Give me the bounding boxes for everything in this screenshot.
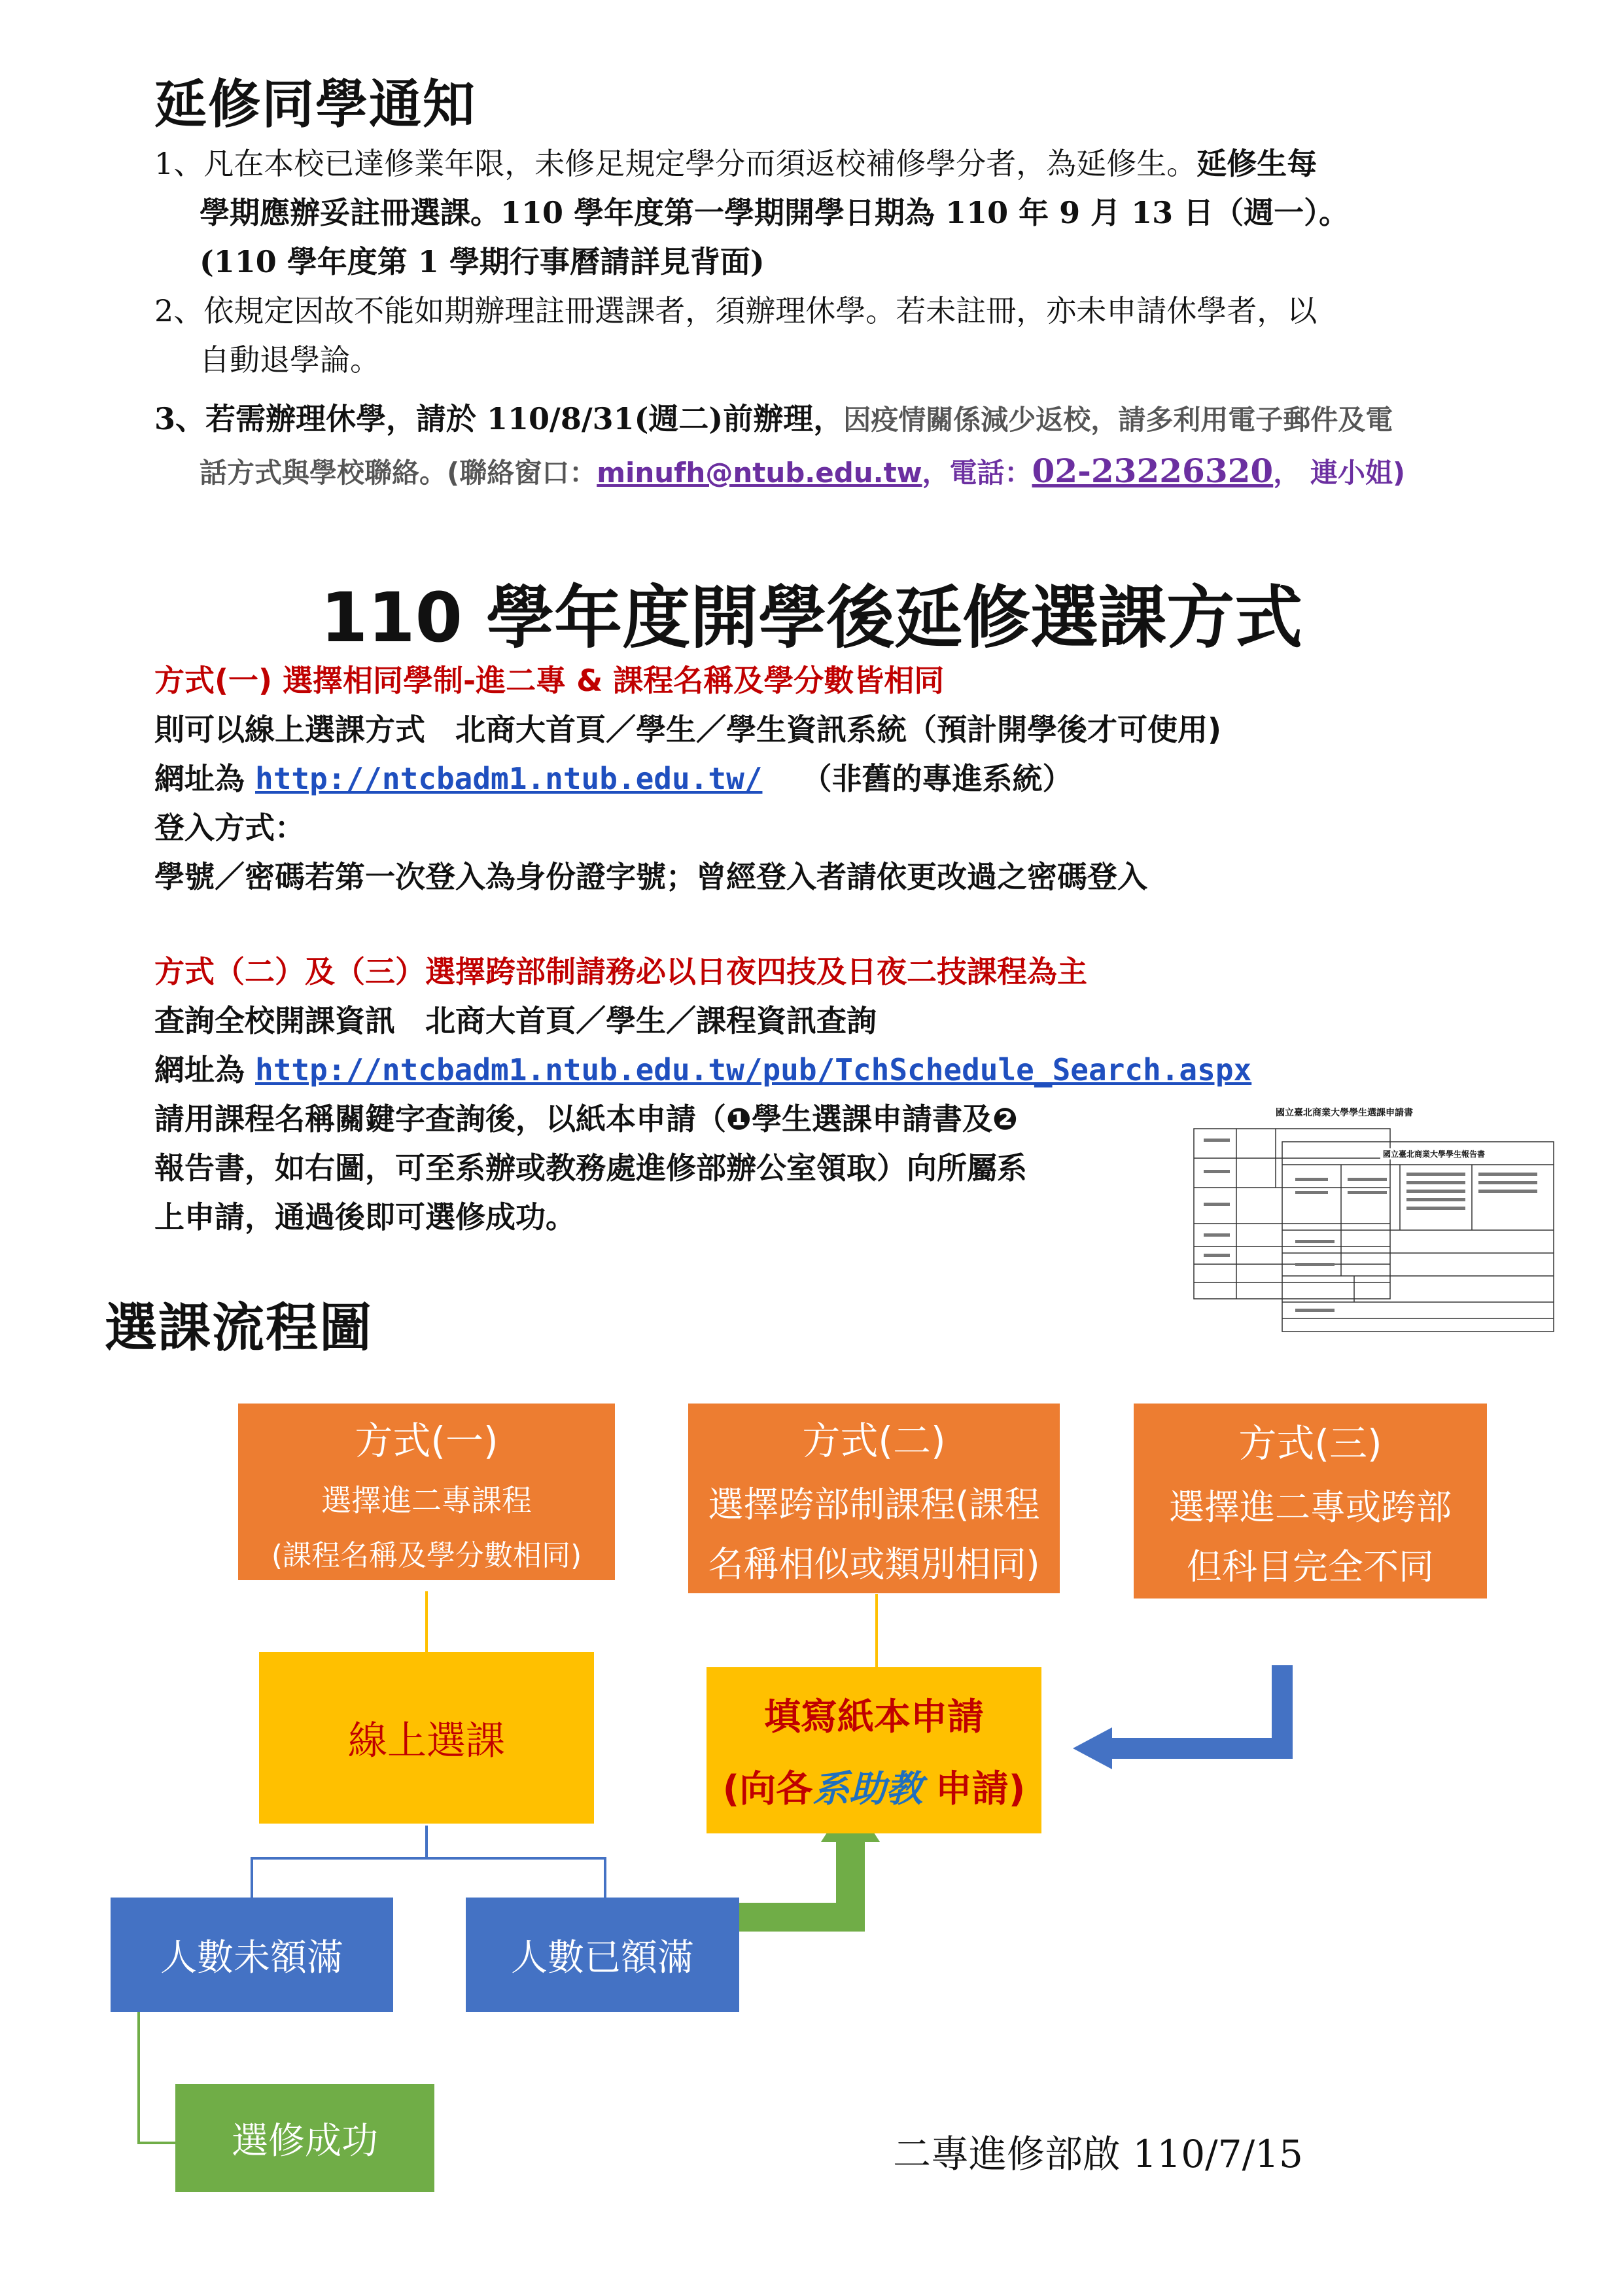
flow-box-method1-title: 方式(一) (355, 1419, 498, 1463)
flow-box-method1-line2: (課程名稱及學分數相同) (271, 1539, 582, 1572)
flow-box-full-label: 人數已額滿 (511, 1936, 694, 1979)
method1-url-link[interactable]: http://ntcbadm1.ntub.edu.tw/ (255, 761, 763, 796)
flow-box-method3-title: 方式(三) (1238, 1421, 1382, 1466)
flow-box-paper-line2-c: 申請) (922, 1768, 1026, 1810)
flow-box-method1-line1: 選擇進二專課程 (321, 1483, 532, 1518)
flow-box-not-full (111, 1898, 393, 2012)
flow-box-method3-line1: 選擇進二專或跨部 (1169, 1487, 1452, 1528)
method23-line1: 查詢全校開課資訊 北商大首頁／學生／課程資訊查詢 (154, 1003, 877, 1038)
flow-box-method2 (688, 1404, 1060, 1593)
method1-login-detail: 學號／密碼若第一次登入為身份證字號；曾經登入者請依更改過之密碼登入 (154, 859, 1147, 894)
flow-box-paper-line2 (723, 1760, 1026, 1812)
footer-signature: 二專進修部啟 110/7/15 (893, 2132, 1303, 2176)
method1-line1: 則可以線上選課方式 北商大首頁／學生／學生資訊系統（預計開學後才可使用) (154, 712, 1222, 747)
flow-box-method2-title: 方式(二) (802, 1419, 946, 1463)
flowchart-title: 選課流程圖 (105, 1298, 373, 1358)
notice-item-3a-gray: 因疫情關係減少返校，請多利用電子郵件及電 (843, 404, 1393, 436)
flow-box-not-full-label: 人數未額滿 (160, 1936, 343, 1979)
flow-box-paper (707, 1667, 1041, 1833)
notice-item-1c: (110 學年度第 1 學期行事曆請詳見背面) (200, 244, 765, 279)
contact-email-link[interactable]: minufh@ntub.edu.tw (597, 457, 922, 489)
method23-url-prefix: 網址為 (154, 1052, 256, 1087)
connector-online-split (252, 1826, 605, 1898)
form-thumbnail-title1: 國立臺北商業大學學生選課申請書 (1276, 1108, 1413, 1118)
notice-item-1b: 學期應辦妥註冊選課。110 學年度第一學期開學日期為 110 年 9 月 13 日（週一）。 (200, 195, 1350, 230)
notice-item-3b-contact: ， 連小姐) (1273, 457, 1406, 489)
notice-title: 延修同學通知 (154, 74, 476, 135)
connector-notfull-success (139, 2012, 175, 2143)
course-title: 110 學年度開學後延修選課方式 (320, 578, 1303, 658)
flow-box-method3 (1134, 1404, 1487, 1598)
flow-box-method2-line1: 選擇跨部制課程(課程 (708, 1484, 1040, 1525)
notice-item-3b-text: 話方式與學校聯絡。(聯絡窗口： (200, 457, 597, 489)
contact-phone: 02-23226320 (1032, 451, 1274, 490)
flow-box-method1 (238, 1404, 615, 1580)
method23-heading: 方式（二）及（三）選擇跨部制請務必以日夜四技及日夜二技課程為主 (154, 954, 1087, 989)
method1-url-prefix: 網址為 (154, 761, 256, 796)
flow-box-method3-line2: 但科目完全不同 (1187, 1546, 1434, 1587)
notice-item-1a-bold: 延修生每 (1196, 146, 1318, 181)
method23-url-link[interactable]: http://ntcbadm1.ntub.edu.tw/pub/TchSchedule_Search.aspx (255, 1052, 1252, 1087)
flow-box-paper-line2-a: (向各 (722, 1768, 813, 1810)
notice-item-3a-bold: 3、若需辦理休學，請於 110/8/31(週二)前辦理， (154, 401, 844, 436)
method1-url-suffix: （非舊的專進系統） (801, 761, 1073, 796)
arrow-method3-head (1073, 1727, 1112, 1769)
notice-item-2a: 2、依規定因故不能如期辦理註冊選課者，須辦理休學。若未註冊，亦未申請休學者，以 (154, 293, 1318, 328)
method23-line3: 報告書，如右圖，可至系辦或教務處進修部辦公室領取）向所屬系 (154, 1150, 1027, 1186)
method23-line2: 請用課程名稱關鍵字查詢後，以紙本申請（❶學生選課申請書及❷ (154, 1101, 1018, 1137)
flow-box-success-label: 選修成功 (232, 2119, 378, 2163)
method1-login: 登入方式： (154, 810, 305, 845)
flow-box-online (259, 1652, 594, 1824)
method1-heading: 方式(一) 選擇相同學制-進二專 & 課程名稱及學分數皆相同 (154, 663, 945, 698)
flow-box-method2-line2: 名稱相似或類別相同) (708, 1544, 1040, 1585)
flow-box-online-label: 線上選課 (348, 1718, 505, 1764)
flow-box-success (175, 2084, 434, 2192)
method23-line4: 上申請，通過後即可選修成功。 (154, 1199, 576, 1235)
flow-box-paper-line1: 填寫紙本申請 (764, 1696, 984, 1739)
flow-box-full (466, 1898, 739, 2012)
notice-item-3b-phone-label: ，電話： (922, 457, 1032, 489)
flow-box-paper-line2-b: 系助教 (812, 1768, 923, 1810)
form-thumbnail-title2: 國立臺北商業大學學生報告書 (1380, 1148, 1488, 1159)
notice-item-2b: 自動退學論。 (200, 342, 380, 378)
arrow-method3-paper (1112, 1665, 1282, 1748)
notice-item-1a-text: 1、凡在本校已達修業年限，未修足規定學分而須返校補修學分者，為延修生。 (154, 146, 1197, 181)
arrow-full-paper (739, 1839, 850, 1917)
